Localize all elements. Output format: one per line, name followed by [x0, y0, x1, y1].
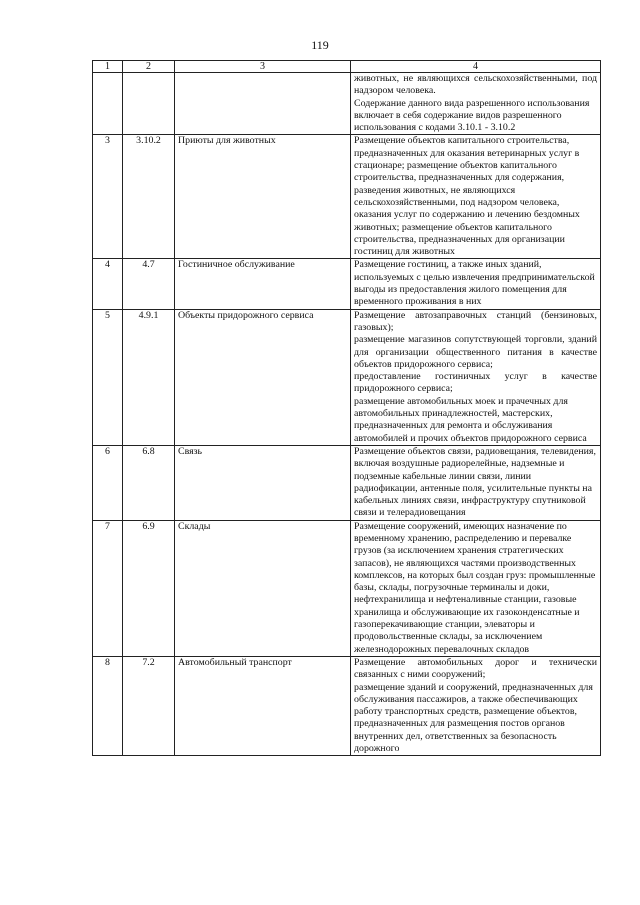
- description-paragraph: Размещение автомобильных дорог и технически связанных с ними сооружений;: [354, 656, 597, 681]
- table-row: [93, 259, 601, 309]
- row-code: [123, 73, 175, 135]
- description-paragraph: животных, не являющихся сельскохозяйственными, под надзором человека.: [354, 73, 597, 97]
- row-code: 7.2: [123, 656, 175, 755]
- row-description: [351, 445, 601, 520]
- table-row: [93, 520, 601, 656]
- row-name: Гостиничное обслуживание: [175, 259, 351, 309]
- row-number: 5: [93, 309, 123, 445]
- row-code: 4.7: [123, 259, 175, 309]
- description-paragraph: Размещение сооружений, имеющих назначение по временному хранению, распределению и перевалке грузов (за исключением хранения стратегических запасов), не являющихся частями производственных комплексов, на которых был создан груз: промышленные базы, склады, погрузочные терминалы и доки, нефтехранилища и нефтеналивные станции, газовые хранилища и обслуживающие их газоконденсатные и газоперекачивающие станции, элеваторы и продовольственные склады, за исключением железнодорожных перевалочных складов: [354, 520, 596, 655]
- row-number: 4: [93, 259, 123, 309]
- zoning-table: [92, 60, 601, 756]
- row-code: 6.9: [123, 520, 175, 656]
- row-name: Связь: [175, 445, 351, 520]
- row-number: 6: [93, 445, 123, 520]
- row-code: 3.10.2: [123, 135, 175, 259]
- row-number: 7: [93, 520, 123, 656]
- row-description: [351, 259, 601, 309]
- row-number: 3: [93, 135, 123, 259]
- row-code: 4.9.1: [123, 309, 175, 445]
- description-paragraph: Размещение объектов связи, радиовещания, телевидения, включая воздушные радиорелейные, надземные и подземные кабельные линии связи, линии радиофикации, антенные поля, усилительные пункты на кабельных линиях связи, инфраструктуру спутниковой связи и телерадиовещания: [354, 445, 596, 519]
- description-paragraph: Размещение объектов капитального строительства, предназначенных для оказания ветеринарных услуг в стационаре; размещение объектов капитального строительства, предназначенных для содержания, разведения животных, не являющихся сельскохозяйственными, под надзором человека, оказания услуг по содержанию и лечению бездомных животных; размещение объектов капитального строительства, предназначенных для организации гостиниц для животных: [354, 135, 580, 258]
- row-description: [351, 135, 601, 259]
- row-description: [351, 520, 601, 656]
- table-header-row: [93, 61, 601, 73]
- row-description: [351, 656, 601, 755]
- table-row: [93, 445, 601, 520]
- row-name: [175, 73, 351, 135]
- row-description: [351, 309, 601, 445]
- row-number: [93, 73, 123, 135]
- description-paragraph: Содержание данного вида разрешенного использования включает в себя содержание видов разрешенного использования с кодами 3.10.1 - 3.10.2: [354, 97, 590, 134]
- row-code: 6.8: [123, 445, 175, 520]
- description-paragraph: Размещение автозаправочных станций (бензиновых, газовых);: [354, 309, 597, 333]
- description-paragraph: предоставление гостиничных услуг в качестве придорожного сервиса;: [354, 371, 597, 395]
- page-number: 119: [311, 38, 329, 52]
- row-name: Автомобильный транспорт: [175, 656, 351, 755]
- table-row: [93, 309, 601, 445]
- description-paragraph: размещение автомобильных моек и прачечных для автомобильных принадлежностей, мастерских, предназначенных для ремонта и обслуживания автомобилей и прочих объектов придорожного сервиса: [354, 395, 587, 444]
- row-number: 8: [93, 656, 123, 755]
- description-paragraph: размещение зданий и сооружений, предназначенных для обслуживания пассажиров, а также обеспечивающих работу транспортных средств, размещение объектов, предназначенных для размещения постов органов внутренних дел, ответственных за безопасность дорожного: [354, 681, 593, 755]
- description-paragraph: размещение магазинов сопутствующей торговли, зданий для организации общественного питания в качестве объектов придорожного сервиса;: [354, 334, 597, 370]
- header-col-1: 1: [93, 61, 123, 73]
- row-description: [351, 73, 601, 135]
- row-name: Объекты придорожного сервиса: [175, 309, 351, 445]
- description-paragraph: Размещение гостиниц, а также иных зданий, используемых с целью извлечения предпринимательской выгоды из предоставления жилого помещения для временного проживания в них: [354, 259, 595, 308]
- header-col-3: 3: [175, 61, 351, 73]
- row-name: Приюты для животных: [175, 135, 351, 259]
- row-name: Склады: [175, 520, 351, 656]
- header-col-4: 4: [351, 61, 601, 73]
- table-row: [93, 656, 601, 755]
- table-row: [93, 73, 601, 135]
- table-row: [93, 135, 601, 259]
- header-col-2: 2: [123, 61, 175, 73]
